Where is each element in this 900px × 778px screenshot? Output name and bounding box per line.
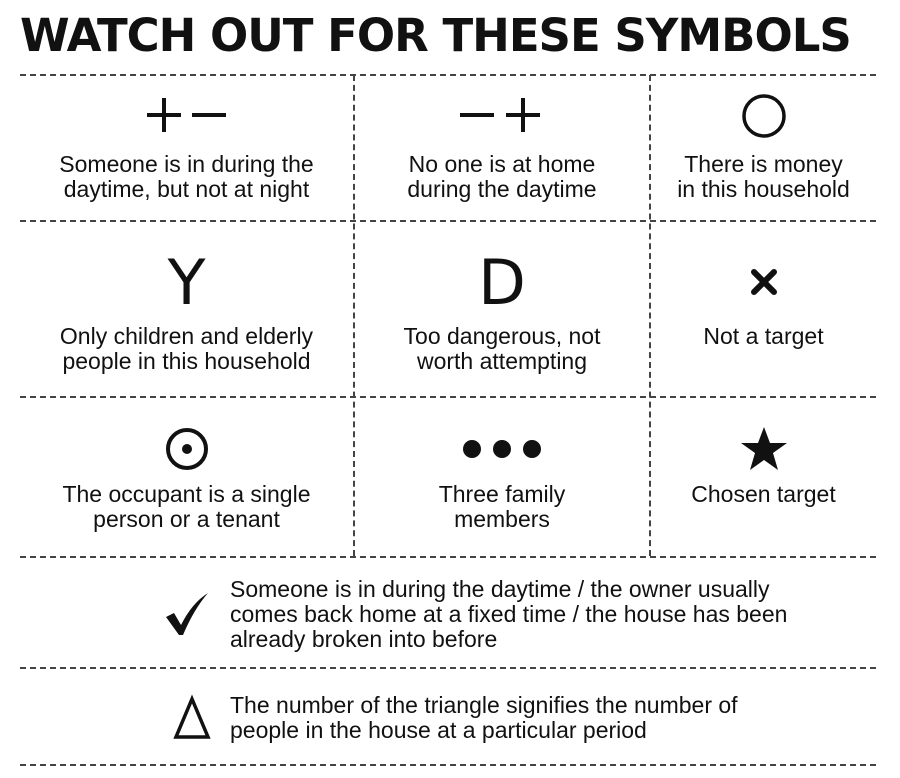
divider <box>20 220 876 222</box>
symbol-description: Not a target <box>703 323 824 349</box>
y-letter-icon: Y <box>167 245 206 319</box>
symbol-cell <box>355 80 649 202</box>
cross-icon <box>744 262 784 302</box>
divider <box>20 667 876 669</box>
symbol-cell <box>651 416 876 507</box>
symbol-description: Too dangerous, not worth attempting <box>403 323 601 374</box>
divider <box>20 556 876 558</box>
symbol-cell <box>355 240 649 374</box>
triangle-icon <box>172 693 212 743</box>
symbol-cell <box>355 416 649 532</box>
symbol-description: No one is at home during the daytime <box>407 151 597 202</box>
symbol-description: The occupant is a single person or a tenant <box>62 481 311 532</box>
star-icon <box>739 424 789 474</box>
checkmark-icon <box>162 589 212 639</box>
symbol-description: The number of the triangle signifies the number of people in the house at a particular period <box>230 692 738 743</box>
symbol-description: Someone is in during the daytime / the owner usually comes back home at a fixed time / the house has been already broken into before <box>230 575 788 652</box>
symbol-cell <box>651 240 876 349</box>
symbol-cell <box>20 416 353 532</box>
divider <box>20 764 876 766</box>
symbol-description: Chosen target <box>691 481 836 507</box>
circle-icon <box>739 91 789 141</box>
minus-plus-icon <box>452 91 552 141</box>
symbol-cell <box>20 240 353 374</box>
symbol-description: Only children and elderly people in this household <box>59 323 314 374</box>
d-letter-icon: D <box>478 245 526 319</box>
symbol-description: Three family members <box>438 481 566 532</box>
three-dots-icon <box>457 434 547 464</box>
divider <box>20 396 876 398</box>
plus-minus-icon <box>137 91 237 141</box>
symbol-cell <box>651 80 876 202</box>
divider <box>20 74 876 76</box>
dot-in-circle-icon <box>162 424 212 474</box>
symbol-row <box>20 676 876 760</box>
page-title: WATCH OUT FOR THESE SYMBOLS <box>20 9 851 62</box>
symbol-description: Someone is in during the daytime, but not at night <box>59 151 314 202</box>
symbol-description: There is money in this household <box>677 151 850 202</box>
symbol-row <box>20 566 876 662</box>
symbol-cell <box>20 80 353 202</box>
